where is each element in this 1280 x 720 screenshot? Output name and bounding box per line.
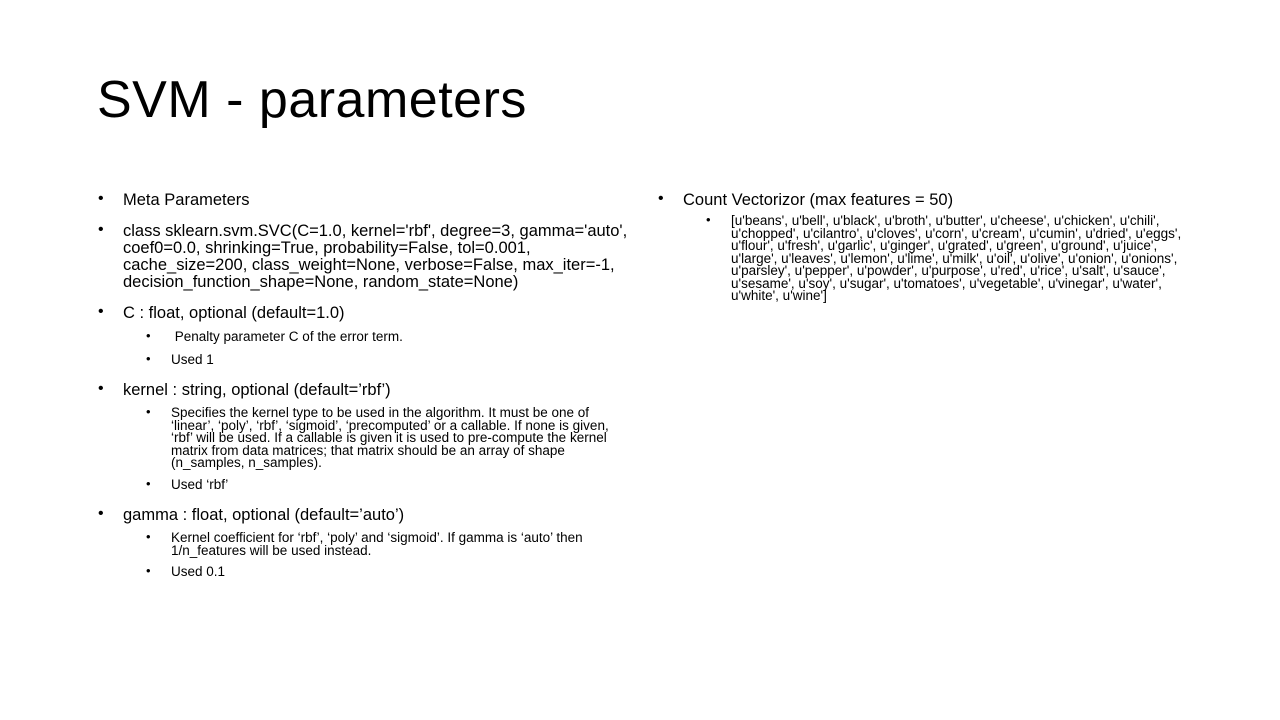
bullet-text: Meta Parameters [123,191,250,209]
sub-list [706,212,1188,303]
left-column [98,190,628,588]
sub-list [146,330,628,366]
sub-bullet-feature-list [706,212,1188,303]
bullet-icon: • [706,212,711,227]
bullet-icon: • [146,529,151,544]
sub-list [146,529,628,579]
bullet-icon: • [146,350,151,366]
slide-title: SVM - parameters [97,71,527,129]
bullet-count-vectorizor [658,190,1188,303]
bullet-icon: • [146,475,151,491]
sub-bullet [146,529,628,558]
bullet-icon: • [98,505,104,522]
sub-bullet-text: Specifies the kernel type to be used in the algorithm. It must be one of ‘linear’, ‘poly’, ‘rbf’, ‘sigmoid’, ‘precomputed’ or a callable. If none is given, ‘rbf’ will be used. If a callable is given it is used to pre-compute the kernel matrix from data matrices; that matrix should be an array of shape (n_samples, n_samples). [171,405,609,470]
bullet-text: class sklearn.svm.SVC(C=1.0, kernel='rbf', degree=3, gamma='auto', coef0=0.0, shrinking=True, probability=False, tol=0.001, cache_size=200, class_weight=None, verbose=False, max_iter=-1, decision_function_shape=None, random_state=None) [123,222,628,291]
bullet-text: kernel : string, optional (default=’rbf’) [123,381,391,399]
right-column [658,190,1188,312]
sub-bullet-text: Used 1 [171,351,214,367]
bullet-meta-parameters [98,190,628,209]
bullet-param-kernel [98,380,628,491]
bullet-icon: • [98,190,104,207]
feature-list-text: [u'beans', u'bell', u'black', u'broth', u'butter', u'cheese', u'chicken', u'chili', u'chopped', u'cilantro', u'cloves', u'corn', u'cream', u'cumin', u'dried', u'eggs', u'flour', u'fresh', u'garlic', u'ginger', u'grated', u'green', u'ground', u'juice', u'large', u'leaves', u'lemon', u'lime', u'milk', u'oil', u'olive', u'onion', u'onions', u'parsley', u'pepper', u'powder', u'purpose', u'red', u'rice', u'salt', u'sauce', u'sesame', u'soy', u'sugar', u'tomatoes', u'vegetable', u'vinegar', u'water', u'white', u'wine'] [731,213,1182,303]
bullet-icon: • [98,380,104,397]
sub-bullet-text: Used ‘rbf’ [171,476,229,492]
bullet-icon: • [98,221,104,238]
sub-bullet-text: Kernel coefficient for ‘rbf’, ‘poly’ and ‘sigmoid’. If gamma is ‘auto’ then 1/n_features will be used instead. [171,530,583,558]
left-bullet-list [98,190,628,579]
sub-bullet-text: Penalty parameter C of the error term. [171,329,403,344]
right-bullet-list [658,190,1188,303]
sub-bullet [146,330,628,344]
bullet-class-signature [98,221,628,291]
sub-bullet [146,475,628,492]
sub-bullet-text: Used 0.1 [171,564,226,579]
bullet-icon: • [658,190,664,207]
bullet-text: gamma : float, optional (default=’auto’) [123,506,405,524]
bullet-icon: • [146,404,151,419]
bullet-param-c [98,303,628,366]
bullet-text: C : float, optional (default=1.0) [123,304,345,322]
sub-list [146,404,628,492]
sub-bullet [146,563,628,579]
bullet-icon: • [98,303,104,320]
bullet-icon: • [146,563,151,578]
sub-bullet [146,350,628,367]
bullet-param-gamma [98,505,628,579]
sub-bullet [146,404,628,470]
bullet-icon: • [146,328,151,343]
bullet-text: Count Vectorizor (max features = 50) [683,191,954,209]
